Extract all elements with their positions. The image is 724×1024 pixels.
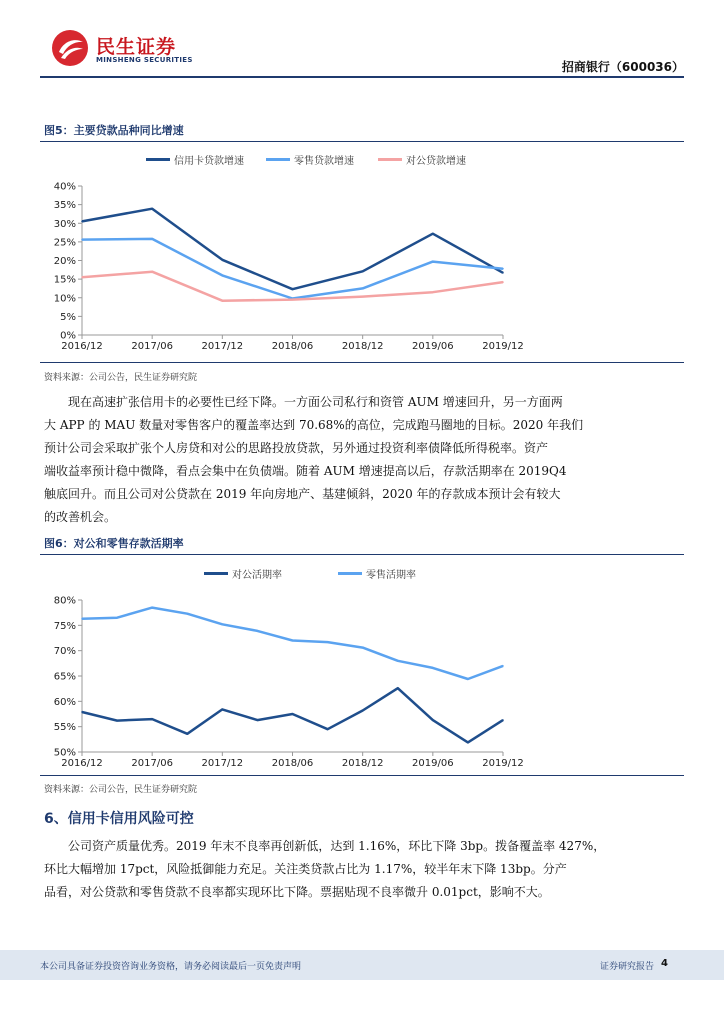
logo-text-en: MINSHENG SECURITIES — [96, 56, 193, 64]
paragraph-line: 的改善机会。 — [44, 510, 117, 524]
figure5-title: 图5：主要贷款品种同比增速 — [44, 124, 184, 137]
data-point — [397, 687, 399, 689]
y-tick-label: 25% — [53, 237, 76, 249]
x-tick-label: 2016/12 — [61, 758, 103, 769]
x-tick-label: 2018/06 — [271, 758, 314, 769]
company-ticker: 招商银行（600036） — [561, 60, 684, 74]
x-tick-label: 2016/12 — [61, 341, 103, 352]
legend-label: 对公贷款增速 — [406, 156, 466, 167]
paragraph-line: 环比大幅增加 17pct，风险抵御能力充足。关注类贷款占比为 1.17%，较半年末下降 13bp。分产 — [44, 862, 567, 876]
y-tick-label: 60% — [53, 696, 76, 708]
y-tick-label: 35% — [53, 200, 76, 212]
data-point — [292, 640, 294, 642]
x-tick-label: 2019/12 — [482, 758, 524, 769]
data-point — [186, 733, 188, 735]
x-tick-label: 2017/12 — [201, 758, 244, 769]
data-point — [186, 613, 188, 615]
data-point — [222, 709, 224, 711]
data-point — [502, 719, 504, 721]
paragraph-line: 预计公司会采取扩张个人房贷和对公的思路投放贷款，另外通过投资利率债降低所得税率。资产 — [44, 441, 549, 455]
data-point — [362, 647, 364, 649]
page-footer — [0, 950, 724, 980]
section6-paragraph — [44, 835, 684, 904]
data-point — [397, 660, 399, 662]
data-point — [502, 665, 504, 667]
y-tick-label: 55% — [53, 722, 76, 734]
data-point — [257, 630, 259, 632]
y-tick-label: 20% — [53, 256, 76, 267]
data-point — [116, 720, 118, 722]
y-tick-label: 40% — [53, 181, 76, 193]
data-point — [467, 742, 469, 744]
x-tick-label: 2018/06 — [271, 341, 314, 352]
figure5-source: 资料来源：公司公告，民生证券研究院 — [44, 373, 198, 383]
data-point — [222, 624, 224, 626]
paragraph-line: 端收益率预计稳中微降，看点会集中在负债端。随着 AUM 增速提高以后，存款活期率在 2019Q4 — [44, 464, 567, 478]
y-tick-label: 70% — [53, 646, 76, 658]
paragraph-line: 现在高速扩张信用卡的必要性已经下降。一方面公司私行和资管 AUM 增速回升，另一方面两 — [68, 395, 563, 409]
page-number: 4 — [661, 958, 668, 969]
x-tick-label: 2019/06 — [412, 758, 454, 769]
figure6-source: 资料来源：公司公告，民生证券研究院 — [44, 785, 198, 795]
section-heading: 6、信用卡信用风险可控 — [44, 811, 194, 827]
footer-disclaimer: 本公司具备证券投资咨询业务资格，请务必阅读最后一页免责声明 — [40, 962, 302, 972]
series-line-1 — [82, 608, 503, 679]
footer-report-type: 证券研究报告 — [599, 962, 654, 972]
x-tick-label: 2018/12 — [341, 758, 384, 769]
data-point — [327, 641, 329, 643]
data-point — [362, 710, 364, 712]
x-tick-label: 2017/06 — [131, 758, 173, 769]
x-tick-label: 2017/12 — [201, 341, 244, 352]
x-tick-label: 2019/12 — [482, 341, 524, 352]
logo-text-cn: 民生证券 — [96, 36, 177, 58]
x-tick-label: 2019/06 — [412, 341, 454, 352]
data-point — [257, 719, 259, 721]
paragraph-line: 品看，对公贷款和零售贷款不良率都实现环比下降。票据贴现不良率微升 0.01pct，影响不大。 — [44, 885, 550, 899]
legend-label: 对公活期率 — [232, 570, 282, 581]
data-point — [151, 718, 153, 720]
figure6-title: 图6：对公和零售存款活期率 — [44, 537, 184, 550]
y-tick-label: 75% — [53, 620, 76, 632]
y-tick-label: 50% — [53, 747, 76, 759]
x-tick-label: 2017/06 — [131, 341, 173, 352]
legend-label: 零售贷款增速 — [294, 156, 354, 167]
data-point — [432, 667, 434, 669]
series-line-0 — [82, 688, 503, 742]
data-point — [292, 713, 294, 715]
y-tick-label: 30% — [53, 218, 76, 230]
paragraph-line: 大 APP 的 MAU 数量对零售客户的覆盖率达到 70.68%的高位，完成跑马圈地的目标。2020 年我们 — [44, 418, 584, 432]
data-point — [327, 728, 329, 730]
legend-label: 零售活期率 — [366, 570, 416, 581]
legend-label: 信用卡贷款增速 — [174, 156, 244, 167]
y-tick-label: 15% — [53, 274, 76, 286]
data-point — [467, 678, 469, 680]
y-tick-label: 5% — [60, 311, 76, 323]
y-tick-label: 65% — [53, 671, 76, 683]
data-point — [116, 617, 118, 619]
y-tick-label: 80% — [53, 595, 76, 607]
data-point — [432, 719, 434, 721]
data-point — [81, 711, 83, 713]
figure6-bottom-rule — [40, 775, 684, 776]
data-point — [81, 618, 83, 620]
paragraph-line: 公司资产质量优秀。2019 年末不良率再创新低，达到 1.16%，环比下降 3bp。拨备覆盖率 427%， — [68, 839, 606, 853]
x-tick-label: 2018/12 — [341, 341, 384, 352]
paragraph-line: 触底回升。而且公司对公贷款在 2019 年向房地产、基建倾斜，2020 年的存款成本预计会有较大 — [44, 487, 561, 501]
y-tick-label: 10% — [53, 293, 76, 305]
data-point — [151, 607, 153, 609]
y-tick-label: 0% — [60, 330, 76, 342]
